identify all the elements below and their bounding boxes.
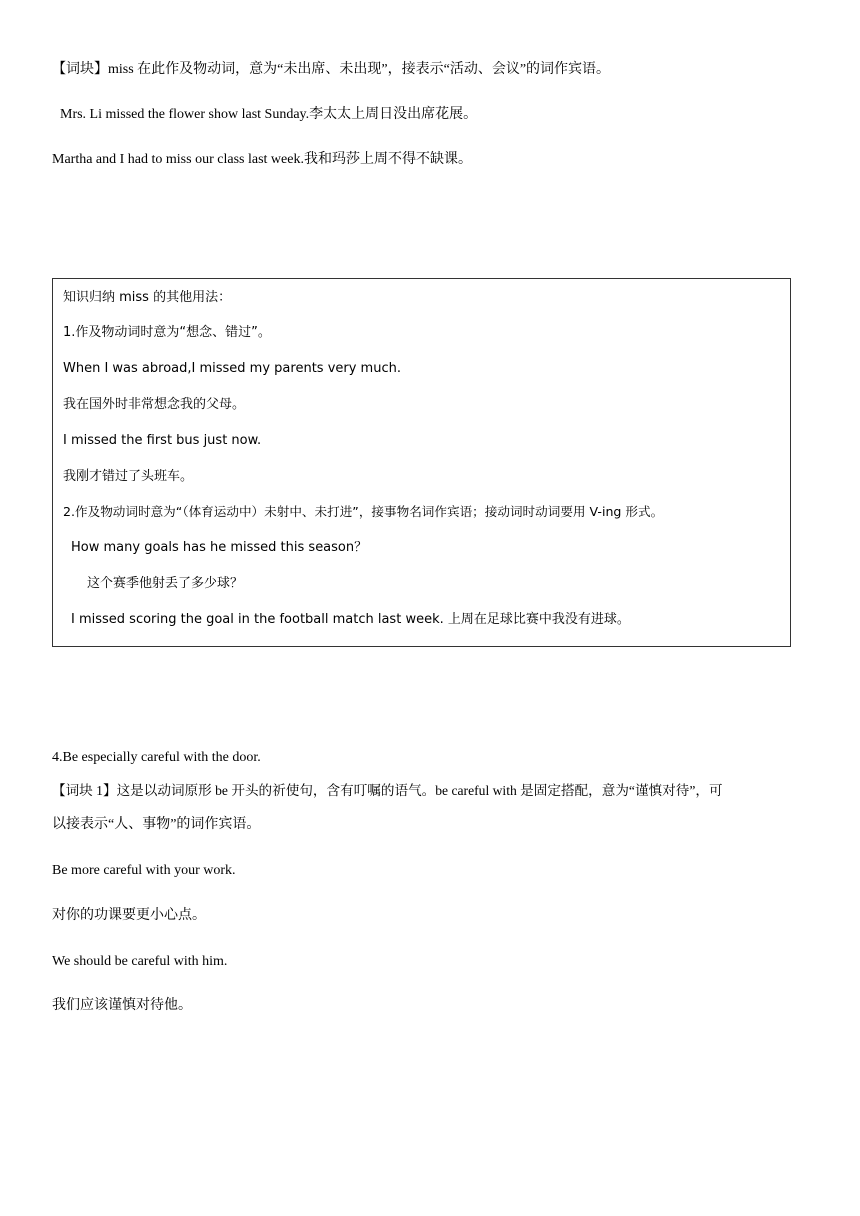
box-example-2-zh: 我刚才错过了头班车。 bbox=[63, 469, 194, 484]
box-example-3-zh: 这个赛季他射丢了多少球？ bbox=[87, 576, 244, 591]
box-example-2-en: I missed the first bus just now. bbox=[63, 433, 262, 448]
box-example-1-zh: 我在国外时非常想念我的父母。 bbox=[63, 397, 246, 412]
miss-note: 【词块】miss 在此作及物动词，意为“未出席、未出现”，接表示“活动、会议”的词作宾语。 bbox=[52, 62, 611, 77]
knowledge-summary-box bbox=[52, 278, 791, 647]
box-example-4: I missed scoring the goal in the football match last week. 上周在足球比赛中我没有进球。 bbox=[71, 612, 630, 627]
miss-example-1: Mrs. Li missed the flower show last Sunday.李太太上周日没出席花展。 bbox=[60, 107, 478, 122]
careful-example-2-zh: 我们应该谨慎对待他。 bbox=[52, 998, 192, 1013]
box-point-1: 1.作及物动词时意为“想念、错过”。 bbox=[63, 325, 271, 340]
careful-note-line-2: 以接表示“人、事物”的词作宾语。 bbox=[52, 817, 261, 832]
box-example-1-en: When I was abroad,I missed my parents very much. bbox=[63, 361, 401, 376]
careful-example-2-en: We should be careful with him. bbox=[52, 954, 228, 969]
careful-example-1-zh: 对你的功课要更小心点。 bbox=[52, 908, 206, 923]
box-title: 知识归纳 miss 的其他用法： bbox=[63, 290, 232, 305]
careful-heading: 4.Be especially careful with the door. bbox=[52, 750, 261, 765]
careful-note-line-1: 【词块 1】这是以动词原形 be 开头的祈使句，含有叮嘱的语气。be careful with 是固定搭配，意为“谨慎对待”，可 bbox=[52, 783, 723, 798]
box-example-3-en: How many goals has he missed this season？ bbox=[71, 540, 368, 555]
careful-example-1-en: Be more careful with your work. bbox=[52, 863, 236, 878]
miss-example-2: Martha and I had to miss our class last week.我和玛莎上周不得不缺课。 bbox=[52, 152, 472, 167]
box-point-2: 2.作及物动词时意为“（体育运动中）未射中、未打进”，接事物名词作宾语；接动词时动词要用 V-ing 形式。 bbox=[63, 504, 664, 519]
